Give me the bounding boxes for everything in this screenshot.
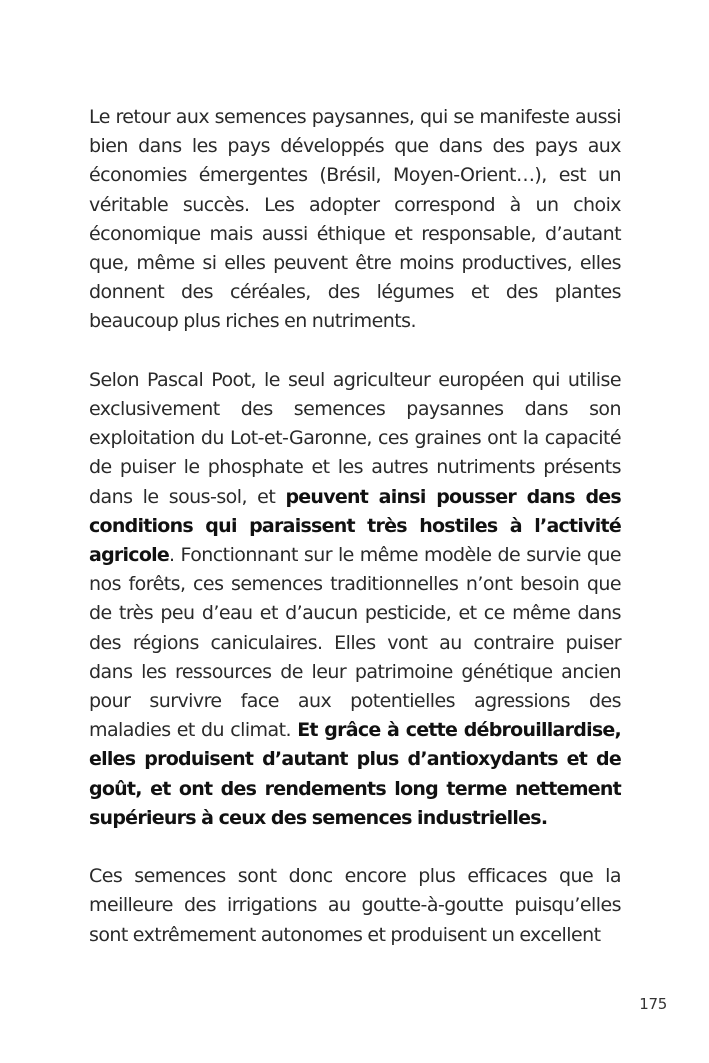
page-number: 175: [639, 995, 667, 1013]
body-text: [89, 103, 621, 950]
paragraph-2-text-b: . Fonctionnant sur le même modèle de survie que nos forêts, ces semences traditionnelles n’ont besoin que de très peu d’eau et d’aucun pesticide, et ce même dans des régions caniculaires. Elles vont au contraire puiser dans les ressources de leur patrimoine génétique ancien pour survivre face aux potentielles agressions des maladies et du climat.: [89, 544, 621, 742]
paragraph-1-text: Le retour aux semences paysannes, qui se manifeste aussi bien dans les pays développés que dans des pays aux économies émergentes (Brésil, Moyen-Orient…), est un véritable succès. Les adopter correspond à un choix économique mais aussi éthique et responsable, d’autant que, même si elles peuvent être moins productives, elles donnent des céréales, des légumes et des plantes beaucoup plus riches en nutriments.: [89, 106, 621, 333]
paragraph-2-bold-b: Et grâce à cette débrouillardise, elles produisent d’autant plus d’antioxydants et de goût, et ont des rendements long terme nettement supérieurs à ceux des semences industrielles.: [89, 719, 621, 829]
paragraph-2: [89, 366, 621, 833]
paragraph-3: [89, 862, 621, 950]
paragraph-2-text-a: Selon Pascal Poot, le seul agriculteur européen qui utilise exclusivement des semences paysannes dans son exploitation du Lot-et-Garonne, ces graines ont la capacité de puiser le phosphate et les autres nutriments présents dans le sous-sol, et: [89, 368, 621, 508]
paragraph-3-text: Ces semences sont donc encore plus efficaces que la meilleure des irrigations au goutte-à-goutte puisqu’elles sont extrêmement autonomes et produisent un excellent: [89, 865, 621, 946]
paragraph-2-bold-a: peuvent ainsi pousser dans des conditions qui paraissent très hostiles à l’activité agricole: [89, 485, 621, 567]
paragraph-1: [89, 103, 621, 337]
